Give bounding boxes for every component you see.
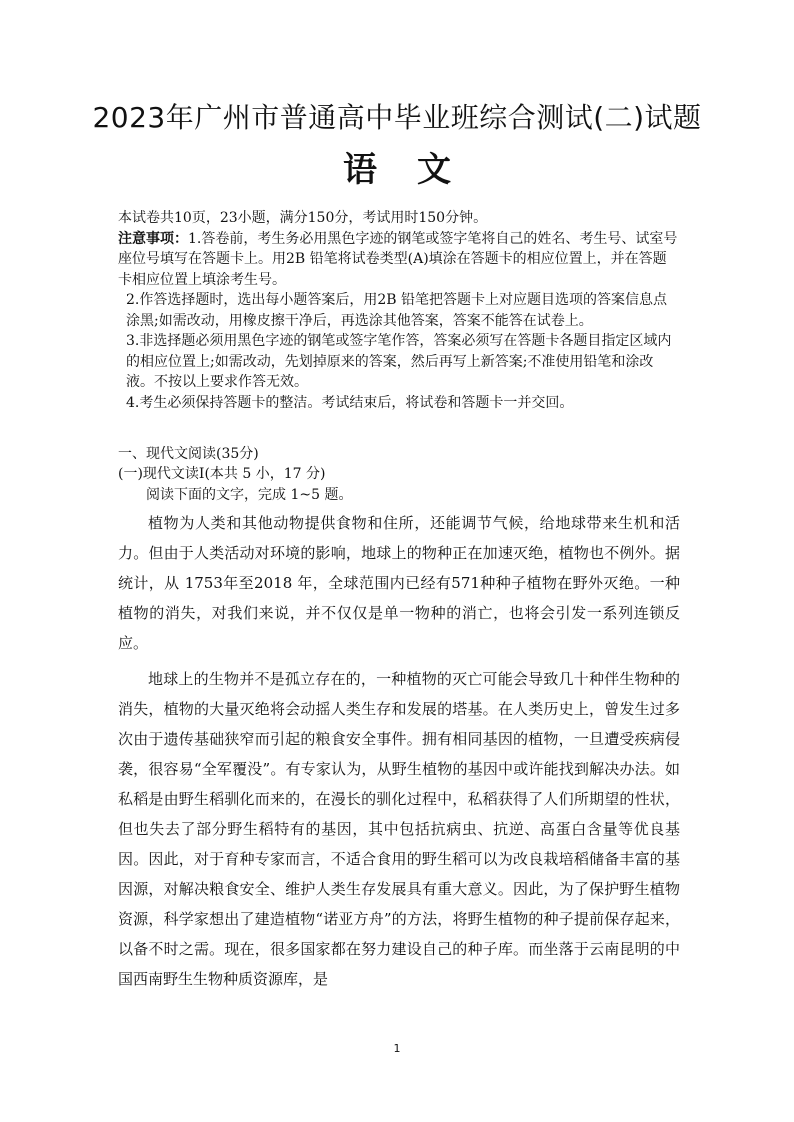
passage-paragraph-2: 地球上的生物并不是孤立存在的，一种植物的灭亡可能会导致几十种伴生物种的消失，植物的大量灭绝将会动摇人类生存和发展的塔基。在人类历史上，曾发生过多次由于遗传基础狭窄而引起的粮食安全事件。拥有相同基因的植物，一旦遭受疾病侵袭，很容易“全军覆没”。有专家认为，从野生植物的基因中或许能找到解决办法。如私稻是由野生稻驯化而来的，在漫长的驯化过程中，私稻获得了人们所期望的性状，但也失去了部分野生稻特有的基因，其中包括抗病虫、抗逆、高蛋白含量等优良基因。因此，对于育种专家而言，不适合食用的野生稻可以为改良栽培稻储备丰富的基因源，对解决粮食安全、维护人类生存发展具有重大意义。因此，为了保护野生植物资源，科学家想出了建造植物“诺亚方舟”的方法，将野生植物的种子提前保存起来，以备不时之需。现在，很多国家都在努力建设自己的种子库。而坐落于云南昆明的中国西南野生生物种质资源库，是 — [118, 670, 680, 988]
notice-item-1-text: 1.答卷前，考生务必用黑色字迹的钢笔或签字笔将自己的姓名、考生号、试室号座位号填写在答题卡上。用2B 铅笔将试卷类型(A)填涂在答题卡的相应位置上，并在答题卡相应位置上填涂考生号。 — [118, 230, 678, 288]
notice-item-2: 2.作答选择题时，选出每小题答案后，用2B 铅笔把答题卡上对应题目选项的答案信息点涂黑;如需改动，用橡皮擦干净后，再选涂其他答案，答案不能答在试卷上。 — [126, 292, 668, 329]
notice-label: 注意事项： — [118, 230, 188, 247]
subject-char-2: 文 — [417, 150, 451, 190]
reading-instruction: 阅读下面的文字，完成 1~5 题。 — [146, 487, 353, 503]
passage-paragraph-1: 植物为人类和其他动物提供食物和住所，还能调节气候，给地球带来生机和活力。但由于人类活动对环境的影响，地球上的物种正在加速灭绝，植物也不例外。据统计，从 1753年至2018 年，全球范围内已经有571种种子植物在野外灭绝。一种植物的消失，对我们来说，并不仅仅是单一物种的消亡，也将会引发一系列连锁反应。 — [118, 514, 680, 652]
exam-title: 2023年广州市普通高中毕业班综合测试(二)试题 — [92, 101, 702, 134]
exam-notice — [118, 208, 678, 413]
exam-summary: 本试卷共10页，23小题，满分150分，考试用时150分钟。 — [118, 210, 488, 226]
subsection-heading: (一)现代文读Ⅰ(本共 5 小，17 分) — [118, 466, 326, 482]
notice-item-4: 4.考生必须保持答题卡的整洁。考试结束后，将试卷和答题卡一并交回。 — [126, 394, 574, 411]
page-number: 1 — [393, 1042, 401, 1055]
section-heading: 一、现代文阅读(35分) — [118, 446, 259, 462]
subject-char-1: 语 — [343, 150, 377, 190]
reading-passage — [118, 508, 680, 994]
subject-heading — [0, 148, 794, 192]
notice-item-3: 3.非选择题必须用黑色字迹的钢笔或签字笔作答，答案必须写在答题卡各题目指定区域内的相应位置上;如需改动，先划掉原来的答案，然后再写上新答案;不准使用铅笔和涂改液。不按以上要求作答无效。 — [126, 333, 672, 390]
notice-item-1 — [118, 229, 678, 291]
